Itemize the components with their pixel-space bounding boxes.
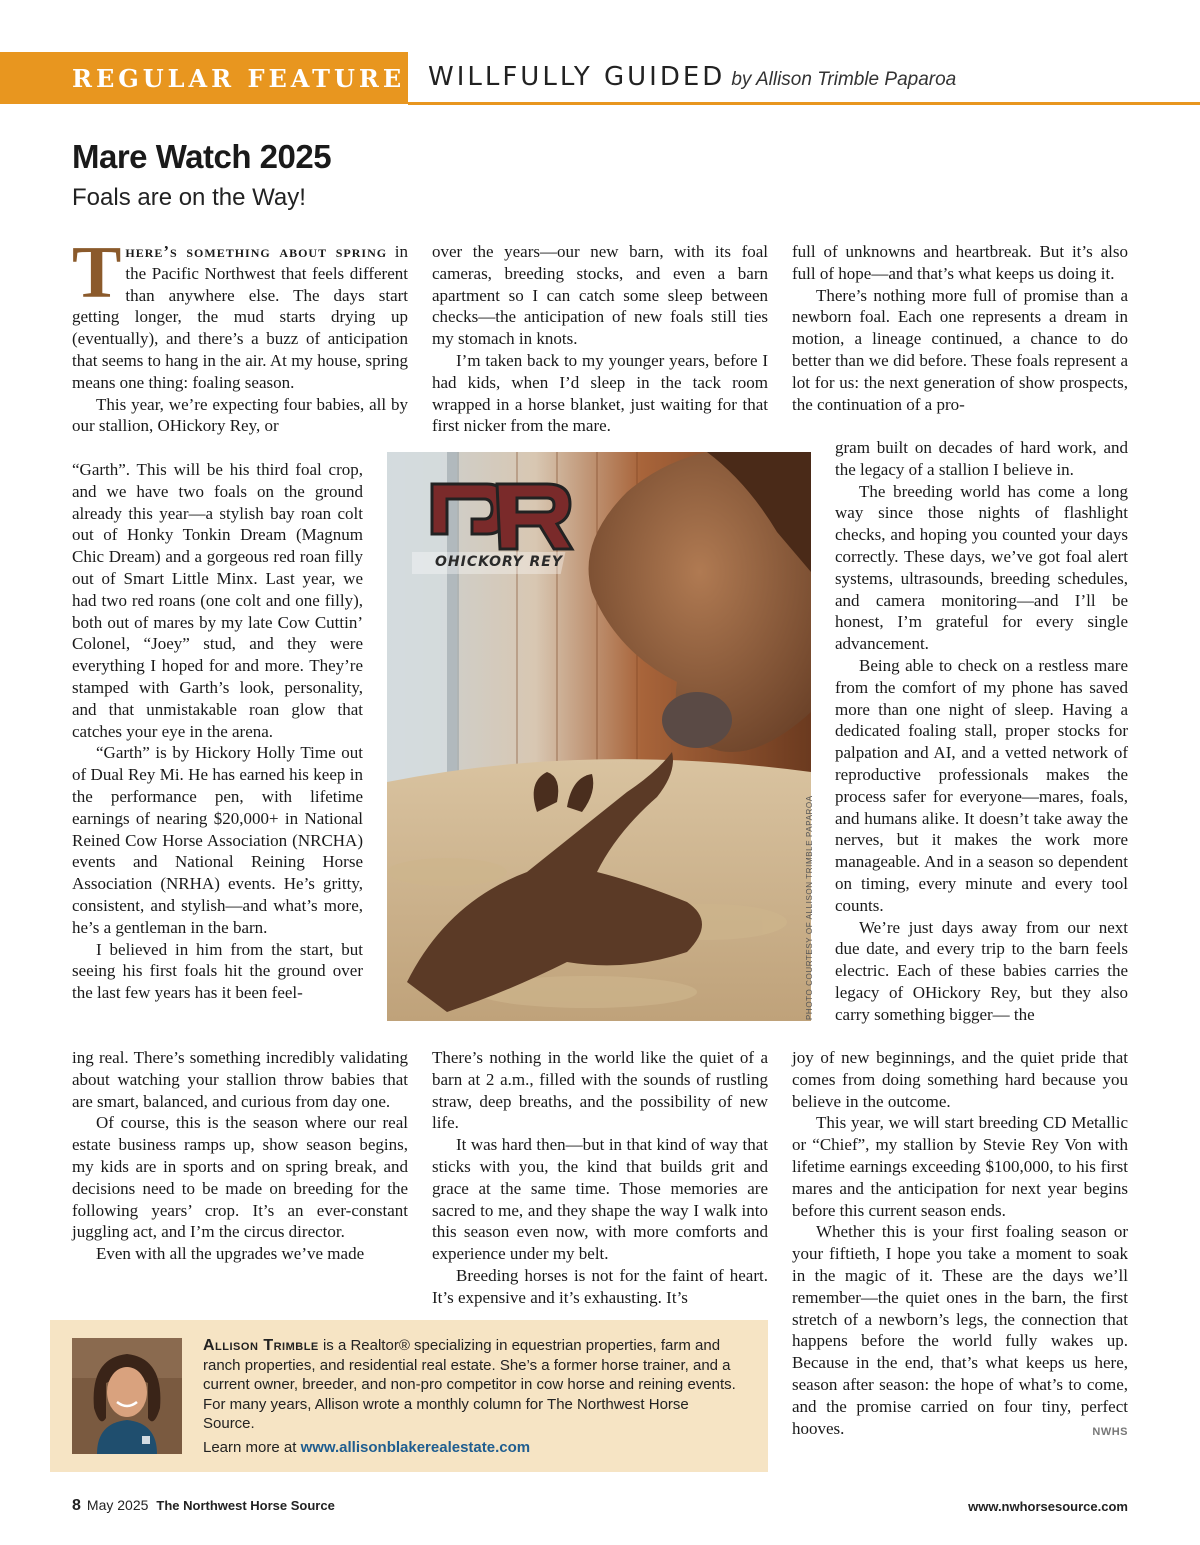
article-title: Mare Watch 2025 xyxy=(72,138,332,175)
lead-paragraph xyxy=(72,232,408,394)
section-tab xyxy=(0,52,408,104)
paragraph: ing real. There’s something incredibly validating about watching your stallion throw babies that are smart, balanced, and curious from day one. xyxy=(72,1048,408,1111)
paragraph-text: Whether this is your first foaling season or your fiftieth, I hope you take a moment to soak in the magic of it. These are the days we’ll remember—the quiet ones in the barn, the first stretch of a newborn’s legs, the connection that happens before the world fully wakes up. Because in the end, that’s what keeps us here, season after season: the hope of what’s to come, and the promise carried on four tiny, perfect hooves. xyxy=(792,1222,1128,1438)
author-website-link[interactable]: www.allisonblakerealestate.com xyxy=(300,1438,531,1456)
paragraph: This year, we will start breeding CD Metallic or “Chief”, my stallion by Stevie Rey Von with lifetime earnings exceeding $100,000, to his first mares and the anticipation for next year begins before this current season ends. xyxy=(792,1113,1128,1220)
end-mark: NWHS xyxy=(1092,1425,1128,1438)
paragraph: I believed in him from the start, but seeing his first foals hit the ground over the last few years has it been feel- xyxy=(72,939,363,1003)
bio-paragraph xyxy=(203,1336,743,1434)
col1-bottom xyxy=(72,1047,408,1265)
header-rule xyxy=(408,102,1200,105)
paragraph: “Garth” is by Hickory Holly Time out of Dual Rey Mi. He has earned his keep in the performance pen, with lifetime earnings of nearing $20,000+ in National Reined Cow Horse Association (NRCHA) events and National Reining Horse Association (NRHA) events. He’s gritty, consistent, and stylish—and what’s more, he’s a gentleman in the barn. xyxy=(72,743,363,937)
col2-bottom xyxy=(432,1047,768,1309)
column-name: WILLFULLY GUIDED xyxy=(428,62,726,92)
page-footer xyxy=(72,1497,335,1515)
logo-text: OHICKORY REY xyxy=(435,554,563,570)
col1-narrow xyxy=(72,459,363,1004)
article-subtitle: Foals are on the Way! xyxy=(72,184,306,211)
col2-top xyxy=(432,241,768,437)
paragraph: There’s nothing more full of promise than a newborn foal. Each one represents a dream in motion, a lineage continued, a chance to do better than we did before. These foals represent a lot for us: the next generation of show prospects, the continuation of a pro- xyxy=(792,285,1128,414)
paragraph: Breeding horses is not for the faint of heart. It’s expensive and it’s exhausting. It’s xyxy=(432,1265,768,1307)
publication-name: The Northwest Horse Source xyxy=(156,1498,335,1513)
bio-text: is a Realtor® specializing in equestrian properties, farm and ranch properties, and residential real estate. She’s a former horse trainer, and a current owner, breeder, and non-pro competitor in cow horse and reining events. For many years, Allison wrote a monthly column for The Northwest Horse Source. xyxy=(203,1337,736,1432)
author-bio-box xyxy=(50,1320,768,1472)
paragraph: Of course, this is the season where our real estate business ramps up, show season begins, my kids are in sports and on spring break, and decisions need to be made on breeding for the following years’ crop. It’s an ever-constant juggling act, and I’m the circus director. xyxy=(72,1113,408,1242)
paragraph: Even with all the upgrades we’ve made xyxy=(96,1244,365,1264)
page-number: 8 xyxy=(72,1497,81,1514)
photo-credit: PHOTO COURTESY OF ALLISON TRIMBLE PAPAROA xyxy=(805,795,814,1020)
paragraph xyxy=(792,1221,1128,1439)
byline: by Allison Trimble Paparoa xyxy=(731,69,957,90)
paragraph: This year, we’re expecting four babies, all by our stallion, OHickory Rey, or xyxy=(72,394,408,436)
column-heading xyxy=(428,62,956,92)
issue-date: May 2025 xyxy=(86,1497,149,1513)
drop-cap: T xyxy=(72,232,122,314)
paragraph: joy of new beginnings, and the quiet pride that comes from doing something hard because you believe in the outcome. xyxy=(792,1048,1128,1111)
footer-website[interactable]: www.nwhorsesource.com xyxy=(968,1499,1128,1514)
paragraph: We’re just days away from our next due date, and every trip to the barn feels electric. Each of these babies carries the legacy of OHickory Rey, but they also carry something bigger— the xyxy=(835,917,1128,1024)
lead-text: in the Pacific Northwest that feels different than anywhere else. The days start getting longer, the mud starts drying up (eventually), and there’s a buzz of anticipation that seems to hang in the air. At my house, spring means one thing: foaling season. xyxy=(72,242,408,392)
paragraph: Being able to check on a restless mare from the comfort of my phone has saved more than one night of sleep. Having a dedicated foaling stall, proper stocks for palpation and AI, and a vetted network of reproductive professionals makes the process safer for everyone—mares, foals, and humans alike. It doesn’t take away the nerves, but it makes the work more manageable. And in a season so dependent on timing, every minute and every tool counts. xyxy=(835,655,1128,915)
paragraph: There’s nothing in the world like the quiet of a barn at 2 a.m., filled with the sounds of rustling straw, deep breaths, and the possibility of new life. xyxy=(432,1048,768,1133)
col1-top xyxy=(72,232,408,437)
mare-foal-photo xyxy=(387,452,811,1021)
paragraph: “Garth”. This will be his third foal crop, and we have two foals on the ground already this year—a stylish bay roan colt out of Honky Tonkin Dream (Magnum Chic Dream) and a gorgeous red roan filly out of Smart Little Minx. Last year, we had two red roans (one colt and one filly), both out of mares by my late Cow Cuttin’ Colonel, “Joey” stud, and they were everything I hoped for and more. They’re stamped with Garth’s look, personality, and that unmistakable roan glow that catches your eye in the arena. xyxy=(72,460,363,741)
paragraph: I’m taken back to my younger years, before I had kids, when I’d sleep in the tack room wrapped in a horse blanket, just waiting for that first nicker from the mare. xyxy=(432,350,768,436)
lead-caps: here’s something about spring xyxy=(125,242,388,261)
paragraph: It was hard then—but in that kind of way that sticks with you, the kind that builds grit and grace at the same time. Those memories are sacred to me, and they shape the way I walk into this season even now, with more comforts and experience under my belt. xyxy=(432,1135,768,1264)
learn-more-label: Learn more at xyxy=(203,1438,301,1456)
author-bio xyxy=(203,1336,743,1457)
col3-narrow xyxy=(835,437,1128,1026)
paragraph: The breeding world has come a long way since those nights of flashlight checks, and hoping you counted your days correctly. These days, we’ve got foal alert systems, ultrasounds, breeding schedules, and camera monitoring—and I’ll be honest, I’m grateful for every single advancement. xyxy=(835,481,1128,654)
col3-bottom xyxy=(792,1047,1128,1443)
col3-top xyxy=(792,241,1128,415)
author-avatar xyxy=(72,1338,182,1454)
author-name: Allison Trimble xyxy=(203,1337,319,1354)
section-label: REGULAR FEATURE xyxy=(72,64,406,93)
paragraph: full of unknowns and heartbreak. But it’s also full of hope—and that’s what keeps us doing it. xyxy=(792,242,1128,283)
paragraph: over the years—our new barn, with its foal cameras, breeding stocks, and even a barn apartment so I can catch some sleep between checks—the anticipation of new foals still ties my stomach in knots. xyxy=(432,242,768,349)
learn-more xyxy=(203,1438,743,1458)
paragraph: gram built on decades of hard work, and the legacy of a stallion I believe in. xyxy=(835,438,1128,479)
